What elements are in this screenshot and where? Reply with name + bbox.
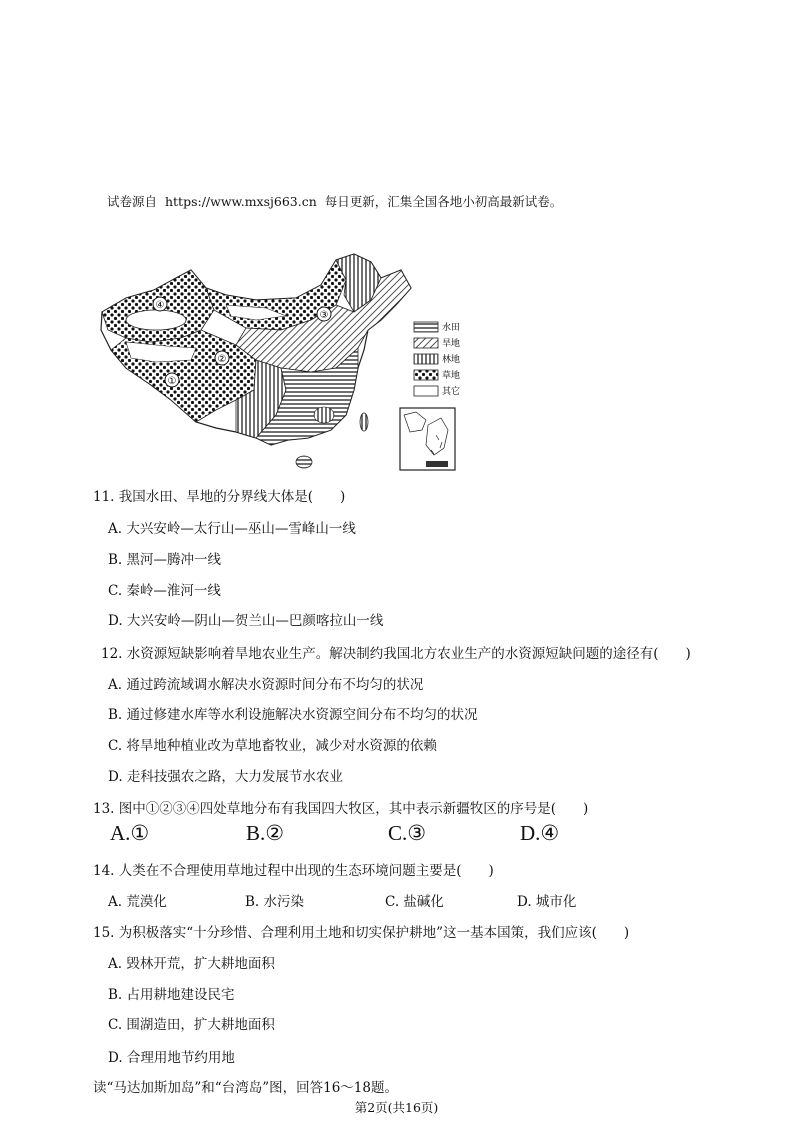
- svg-text:④: ④: [155, 300, 165, 311]
- question-11-option-b[interactable]: B. 黑河—腾冲一线: [108, 552, 222, 568]
- question-14-stem: 14. 人类在不合理使用草地过程中出现的生态环境问题主要是( ): [93, 863, 494, 879]
- question-13-option-a[interactable]: A.①: [110, 821, 150, 845]
- question-13-stem: 13. 图中①②③④四处草地分布有我国四大牧区，其中表示新疆牧区的序号是( ): [93, 801, 589, 817]
- hainan-island: [296, 456, 312, 468]
- svg-text:③: ③: [319, 310, 329, 321]
- question-12-option-a[interactable]: A. 通过跨流域调水解决水资源时间分布不均匀的状况: [108, 677, 424, 693]
- map-legend: [414, 321, 460, 397]
- legend-label-other: 其它: [442, 387, 461, 397]
- question-12-option-d[interactable]: D. 走科技强农之路，大力发展节水农业: [108, 769, 343, 785]
- svg-text:②: ②: [217, 354, 227, 365]
- legend-label-forest: 林地: [442, 355, 461, 365]
- question-14-option-b[interactable]: B. 水污染: [245, 894, 305, 910]
- tarim-basin: [126, 310, 186, 330]
- question-12-option-c[interactable]: C. 将旱地种植业改为草地畜牧业，减少对水资源的依赖: [108, 738, 437, 754]
- question-12-option-b[interactable]: B. 通过修建水库等水利设施解决水资源空间分布不均匀的状况: [108, 707, 478, 723]
- marker-3: [317, 307, 331, 321]
- marker-1: [165, 373, 179, 387]
- question-11-stem: 11. 我国水田、旱地的分界线大体是( ): [93, 489, 346, 505]
- svg-text:①: ①: [167, 376, 177, 387]
- question-14-option-c[interactable]: C. 盐碱化: [385, 894, 444, 910]
- question-11-option-d[interactable]: D. 大兴安岭—阴山—贺兰山—巴颜喀拉山一线: [108, 613, 384, 629]
- question-11-option-a[interactable]: A. 大兴安岭—太行山—巫山—雪峰山一线: [108, 521, 356, 537]
- marker-2: [215, 351, 229, 365]
- legend-label-paddy: 水田: [442, 323, 461, 333]
- taiwan-island: [360, 413, 368, 431]
- legend-swatch-grassland: [414, 370, 438, 380]
- question-15-option-b[interactable]: B. 占用耕地建设民宅: [108, 987, 235, 1003]
- legend-swatch-dryland: [414, 338, 438, 348]
- question-11-option-c[interactable]: C. 秦岭—淮河一线: [108, 583, 221, 599]
- legend-label-grassland: 草地: [442, 371, 461, 381]
- legend-label-dryland: 旱地: [442, 339, 461, 349]
- page-footer: 第2页(共16页): [354, 1100, 439, 1115]
- south-china-sea-inset: [400, 408, 455, 470]
- question-13-option-b[interactable]: B.②: [246, 821, 285, 845]
- question-13-option-d[interactable]: D.④: [520, 821, 560, 845]
- reading-instruction: 读“马达加斯加岛”和“台湾岛”图，回答16～18题。: [93, 1080, 398, 1096]
- question-13-option-c[interactable]: C.③: [388, 821, 427, 845]
- source-prefix: 试卷源自: [107, 194, 158, 209]
- question-14-option-d[interactable]: D. 城市化: [517, 894, 577, 910]
- marker-4: [153, 297, 167, 311]
- legend-swatch-forest: [414, 354, 438, 364]
- question-15-stem: 15. 为积极落实“十分珍惜、合理利用土地和切实保护耕地”这一基本国策，我们应该( ): [93, 925, 630, 941]
- question-15-option-d[interactable]: D. 合理用地节约用地: [108, 1050, 235, 1066]
- question-14-option-a[interactable]: A. 荒漠化: [108, 894, 167, 910]
- question-15-option-c[interactable]: C. 围湖造田，扩大耕地面积: [108, 1017, 275, 1033]
- source-url[interactable]: https://www.mxsj663.cn: [164, 194, 317, 209]
- question-15-option-a[interactable]: A. 毁林开荒，扩大耕地面积: [108, 956, 275, 972]
- source-suffix: 每日更新，汇集全国各地小初高最新试卷。: [324, 194, 563, 209]
- question-12-stem: 12. 水资源短缺影响着旱地农业生产。解决制约我国北方农业生产的水资源短缺问题的途径有( ): [101, 646, 691, 662]
- legend-swatch-other: [414, 386, 438, 396]
- source-line: [107, 192, 562, 210]
- china-land-use-map: [96, 250, 481, 475]
- legend-swatch-paddy: [414, 322, 438, 332]
- southeast-forest: [314, 407, 334, 423]
